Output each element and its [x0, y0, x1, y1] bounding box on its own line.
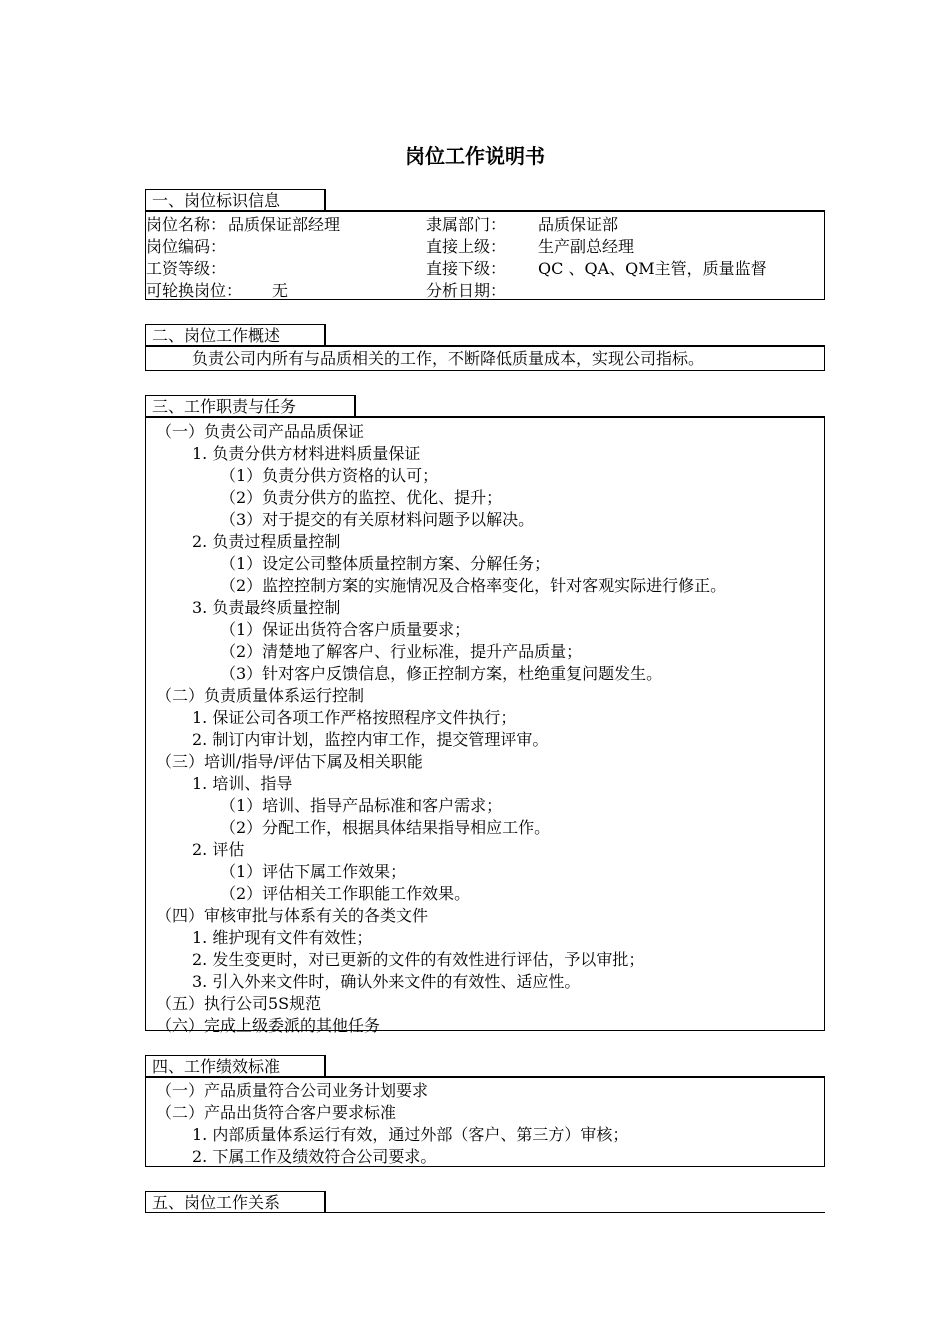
document-title: 岗位工作说明书: [405, 144, 545, 168]
info-label: 分析日期：: [426, 281, 507, 300]
info-row: [146, 236, 824, 258]
info-label: 可轮换岗位：: [146, 281, 243, 300]
list-item: 2. 制订内审计划，监控内审工作，提交管理评审。: [192, 730, 549, 749]
list-item: （一）负责公司产品品质保证: [156, 422, 365, 441]
list-item: （1）设定公司整体质量控制方案、分解任务；: [220, 554, 551, 573]
section2-box: [145, 345, 825, 371]
list-item: （2）负责分供方的监控、优化、提升；: [220, 488, 503, 507]
list-item: （1）负责分供方资格的认可；: [220, 466, 439, 485]
section3-box: [145, 416, 825, 1035]
section1-box: [145, 210, 825, 300]
section2-heading: 二、岗位工作概述: [145, 324, 326, 345]
list-item: （2）监控控制方案的实施情况及合格率变化，针对客观实际进行修正。: [220, 576, 727, 595]
list-item: （五）执行公司5S规范: [156, 994, 322, 1013]
list-item: （2）分配工作，根据具体结果指导相应工作。: [220, 818, 551, 837]
info-label: 直接下级：: [426, 259, 507, 278]
info-label: 岗位编码：: [146, 237, 227, 256]
info-row: [146, 280, 824, 302]
list-item: （2）评估相关工作职能工作效果。: [220, 884, 471, 903]
info-value: 无: [272, 281, 289, 300]
info-row: [146, 258, 824, 280]
section5-rule: [145, 1212, 825, 1213]
list-item: （3）对于提交的有关原材料问题予以解决。: [220, 510, 535, 529]
list-item: 2. 负责过程质量控制: [192, 532, 341, 551]
list-item: （四）审核审批与体系有关的各类文件: [156, 906, 429, 925]
info-row: [146, 214, 824, 236]
info-value: 品质保证部: [538, 215, 619, 234]
list-item: 2. 发生变更时，对已更新的文件的有效性进行评估，予以审批；: [192, 950, 645, 969]
section2-text: 负责公司内所有与品质相关的工作，不断降低质量成本，实现公司指标。: [192, 349, 705, 368]
list-item: 2. 下属工作及绩效符合公司要求。: [192, 1147, 437, 1166]
section4-box: [145, 1076, 825, 1167]
list-item: （二）负责质量体系运行控制: [156, 686, 365, 705]
info-label: 直接上级：: [426, 237, 507, 256]
list-item: 1. 维护现有文件有效性；: [192, 928, 373, 947]
list-item: （一）产品质量符合公司业务计划要求: [156, 1081, 429, 1100]
info-label: 岗位名称：: [146, 215, 227, 234]
list-item: 2. 评估: [192, 840, 245, 859]
list-item: （1）培训、指导产品标准和客户需求；: [220, 796, 503, 815]
list-item: （三）培训/指导/评估下属及相关职能: [156, 752, 423, 771]
info-label: 隶属部门：: [426, 215, 507, 234]
section3-heading: 三、工作职责与任务: [145, 395, 356, 416]
list-item: 1. 内部质量体系运行有效，通过外部（客户、第三方）审核；: [192, 1125, 629, 1144]
list-item: （1）评估下属工作效果；: [220, 862, 407, 881]
list-item: （2）清楚地了解客户、行业标准，提升产品质量；: [220, 642, 583, 661]
section1-heading: 一、岗位标识信息: [145, 189, 326, 210]
info-value: 生产副总经理: [538, 237, 635, 256]
info-value: 品质保证部经理: [228, 215, 341, 234]
section5-heading: 五、岗位工作关系: [145, 1191, 326, 1212]
list-item: （1）保证出货符合客户质量要求；: [220, 620, 471, 639]
list-item: 1. 培训、指导: [192, 774, 293, 793]
list-item: （六）完成上级委派的其他任务: [156, 1016, 381, 1035]
info-value: QC 、QA、QM主管，质量监督: [538, 259, 767, 278]
section4-heading: 四、工作绩效标准: [145, 1055, 326, 1076]
list-item: 1. 负责分供方材料进料质量保证: [192, 444, 421, 463]
list-item: 3. 引入外来文件时，确认外来文件的有效性、适应性。: [192, 972, 581, 991]
list-item: （二）产品出货符合客户要求标准: [156, 1103, 397, 1122]
info-label: 工资等级：: [146, 259, 227, 278]
list-item: 3. 负责最终质量控制: [192, 598, 341, 617]
list-item: （3）针对客户反馈信息，修正控制方案，杜绝重复问题发生。: [220, 664, 663, 683]
list-item: 1. 保证公司各项工作严格按照程序文件执行；: [192, 708, 517, 727]
